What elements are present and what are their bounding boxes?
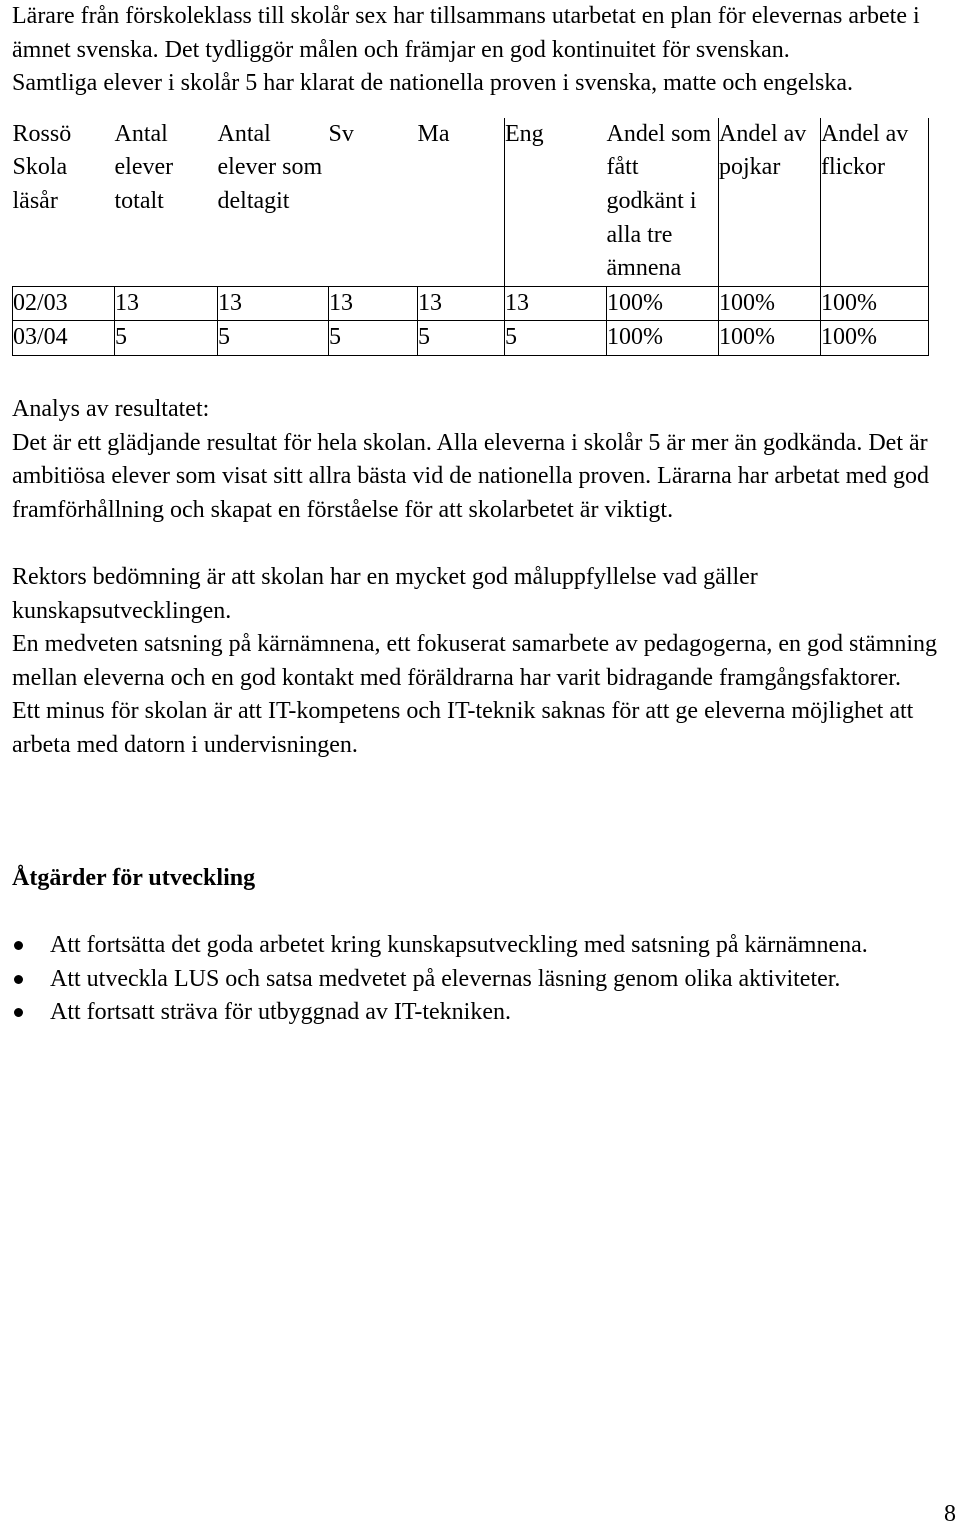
table-cell: 5 <box>505 321 607 356</box>
table-header-cell: Andel av pojkar <box>719 118 821 286</box>
list-item: Att fortsätta det goda arbetet kring kunskapsutveckling med satsning på kärnämnena. <box>12 929 957 963</box>
table-header-row <box>13 118 929 286</box>
table-header-cell: Eng <box>505 118 607 286</box>
table-cell: 03/04 <box>13 321 115 356</box>
list-item: Att utveckla LUS och satsa medvetet på elevernas läsning genom olika aktiviteter. <box>12 963 957 997</box>
intro-paragraph-2: Samtliga elever i skolår 5 har klarat de nationella proven i svenska, matte och engelska. <box>12 70 854 97</box>
analysis-text: Det är ett glädjande resultat för hela skolan. Alla eleverna i skolår 5 är mer än godkända. Det är ambitiösa elever som visat sitt allra bästa vid de nationella proven. Lärarna har arbetat med god framförhållning och skapat en förståelse för att skolarbetet är viktigt. <box>12 429 930 523</box>
table-header-cell: Rossö Skola läsår <box>12 120 72 214</box>
actions-heading: Åtgärder för utveckling <box>12 865 256 892</box>
table-cell: 100% <box>607 321 719 356</box>
actions-list <box>12 929 957 1030</box>
table-cell: 13 <box>329 286 418 321</box>
table-header-cell: Sv <box>328 120 354 147</box>
table-header-cell: Andel som fått godkänt i alla tre ämnena <box>607 118 719 286</box>
assessment-paragraph-3: Ett minus för skolan är att IT-kompetens och IT-teknik saknas för att ge eleverna möjlighet att arbeta med datorn i undervisningen. <box>12 698 914 758</box>
table-cell: 02/03 <box>13 286 115 321</box>
table-cell: 100% <box>607 286 719 321</box>
page-number: 8 <box>944 1501 956 1527</box>
table-cell: 100% <box>821 286 929 321</box>
assessment-paragraph-2: En medveten satsning på kärnämnena, ett fokuserat samarbete av pedagogerna, en god stämning mellan eleverna och en god kontakt med föräldrarna har varit bidragande framgångsfaktorer. <box>12 631 938 691</box>
results-table <box>12 118 929 356</box>
table-cell: 5 <box>115 321 218 356</box>
table-row <box>13 286 929 321</box>
table-row <box>13 321 929 356</box>
intro-paragraph-1: Lärare från förskoleklass till skolår sex har tillsammans utarbetat en plan för elevernas arbete i ämnet svenska. Det tydliggör målen och främjar en god kontinuitet för svenskan. <box>12 3 920 63</box>
assessment-paragraph-1: Rektors bedömning är att skolan har en mycket god måluppfyllelse vad gäller kunskapsutvecklingen. <box>12 563 758 624</box>
table-cell: 13 <box>115 286 218 321</box>
table-cell: 5 <box>218 321 329 356</box>
table-header-cell: Antal elever totalt <box>114 120 174 214</box>
table-cell: 100% <box>719 321 821 356</box>
spacer <box>12 527 957 561</box>
document-page <box>12 0 957 1030</box>
table-cell: 13 <box>505 286 607 321</box>
table-header-cell: Antal elever som deltagit <box>217 120 323 214</box>
table-cell: 100% <box>719 286 821 321</box>
table-header-cell: Andel av flickor <box>821 118 929 286</box>
table-cell: 13 <box>418 286 505 321</box>
table-cell: 5 <box>418 321 505 356</box>
table-cell: 5 <box>329 321 418 356</box>
table-cell: 100% <box>821 321 929 356</box>
table-header-cell: Ma <box>417 120 450 147</box>
list-item: Att fortsatt sträva för utbyggnad av IT-tekniken. <box>12 996 957 1030</box>
table-cell: 13 <box>218 286 329 321</box>
analysis-heading: Analys av resultatet: <box>12 395 210 422</box>
